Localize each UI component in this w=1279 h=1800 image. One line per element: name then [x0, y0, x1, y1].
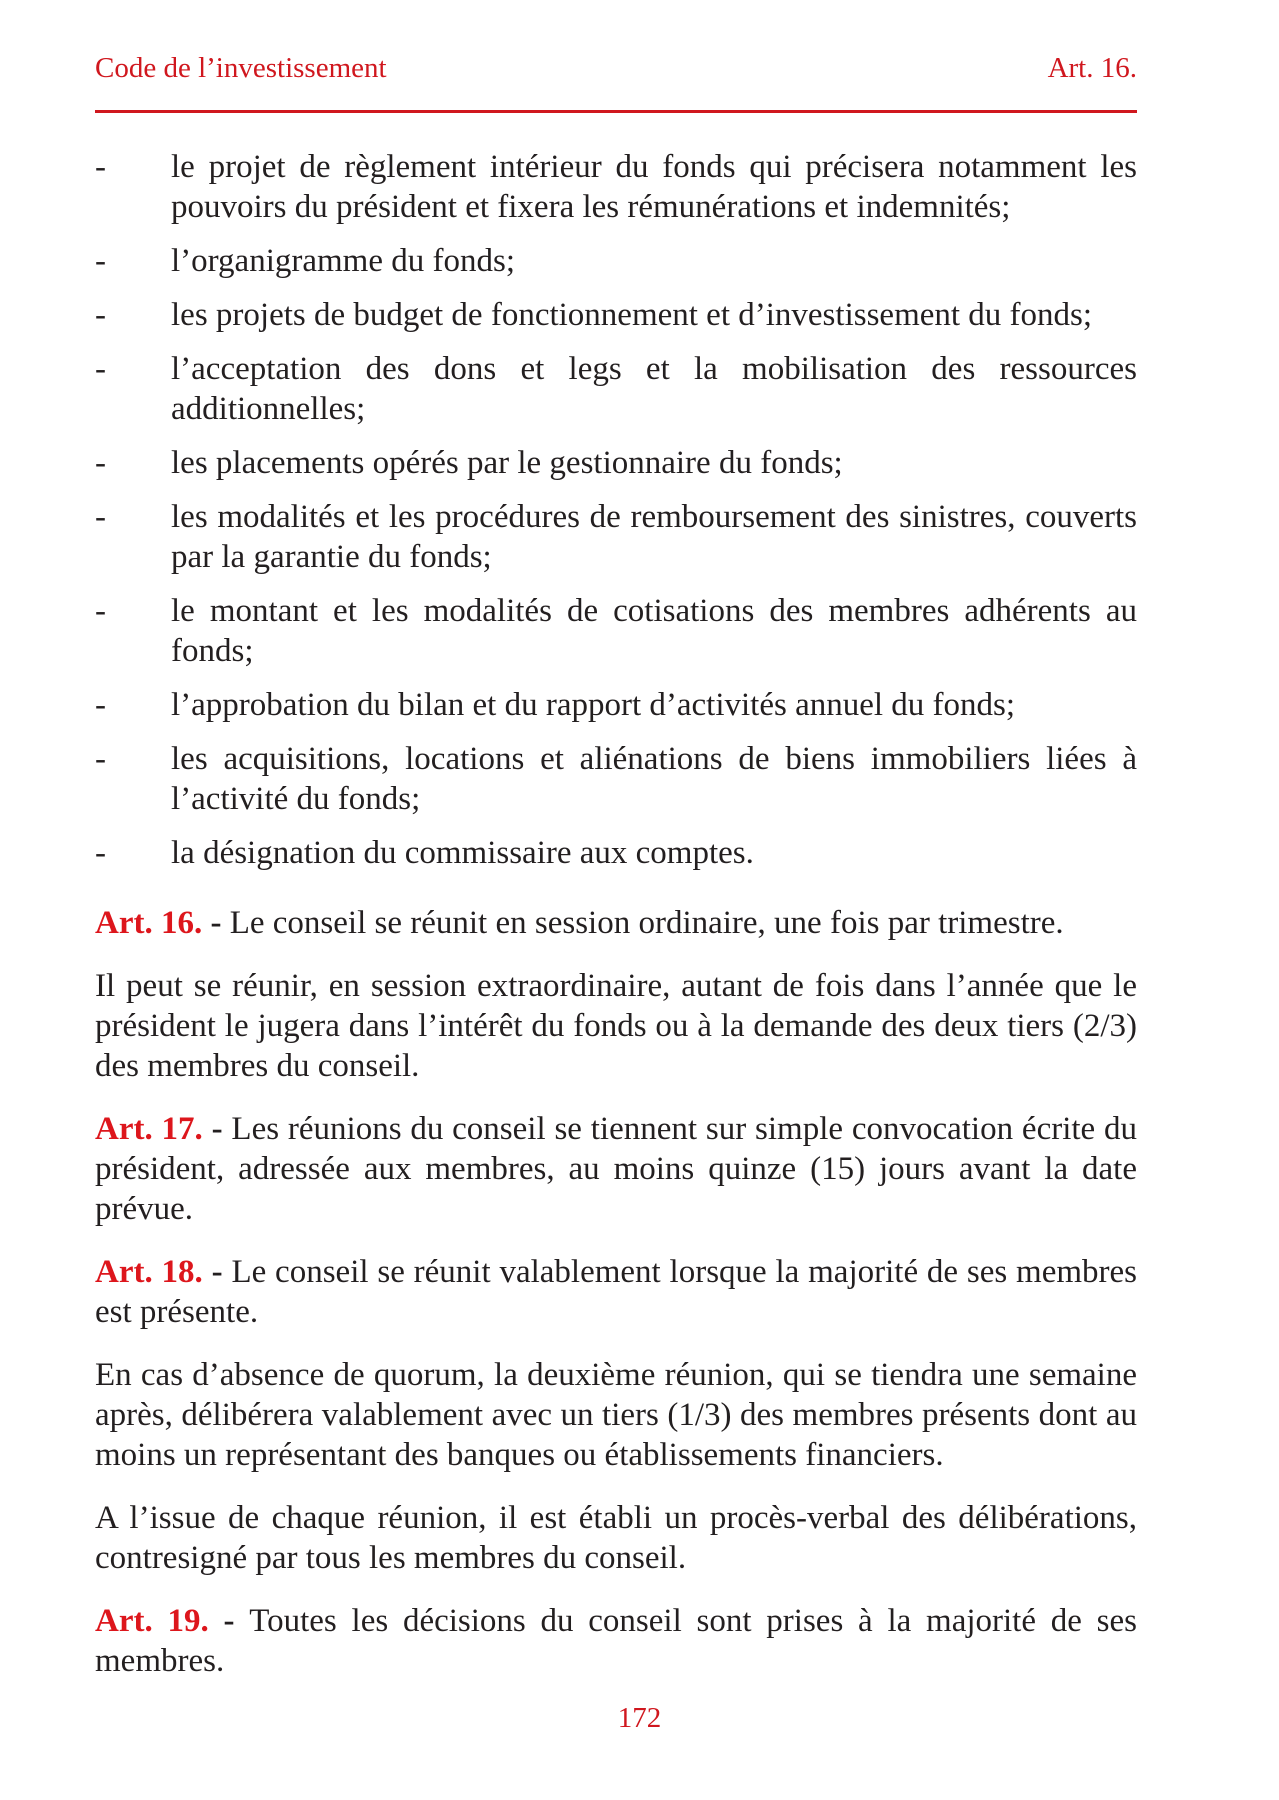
list-item-text: le projet de règlement intérieur du fonds qui précisera notamment les pouvoirs du président et fixera les rémunérations et indemnités; — [171, 149, 1137, 225]
article-separator: - — [202, 905, 230, 941]
list-item — [95, 241, 1137, 281]
article-label: Art. 17. — [95, 1111, 203, 1147]
dash-bullet-icon: - — [95, 297, 106, 333]
list-item — [95, 147, 1137, 227]
list-item — [95, 833, 1137, 873]
running-header — [95, 50, 1137, 86]
article-text: Le conseil se réunit valablement lorsque la majorité de ses membres est présente. — [95, 1254, 1137, 1330]
article-text: Le conseil se réunit en session ordinaire, une fois par trimestre. — [229, 905, 1064, 941]
article-separator: - — [208, 1603, 250, 1639]
article-label: Art. 16. — [95, 905, 203, 941]
document-title: Code de l’investissement — [95, 52, 387, 84]
list-item-text: la désignation du commissaire aux comptes. — [171, 835, 754, 871]
list-item — [95, 685, 1137, 725]
list-item-text: le montant et les modalités de cotisations des membres adhérents au fonds; — [171, 593, 1137, 669]
article-18-paragraph: A l’issue de chaque réunion, il est établi un procès-verbal des délibérations, contresigné par tous les membres du conseil. — [95, 1500, 1137, 1576]
article-label: Art. 19. — [95, 1603, 209, 1639]
article-separator: - — [202, 1254, 232, 1290]
dash-bullet-icon: - — [95, 243, 106, 279]
article-18 — [95, 1252, 1137, 1332]
dash-bullet-icon: - — [95, 687, 106, 723]
article-separator: - — [202, 1111, 232, 1147]
article-label: Art. 18. — [95, 1254, 203, 1290]
list-item — [95, 497, 1137, 577]
list-item — [95, 591, 1137, 671]
list-item-text: les modalités et les procédures de remboursement des sinistres, couverts par la garantie du fonds; — [171, 499, 1137, 575]
list-item-text: l’acceptation des dons et legs et la mobilisation des ressources additionnelles; — [171, 351, 1137, 427]
dash-bullet-icon: - — [95, 445, 106, 481]
list-item-text: les placements opérés par le gestionnaire du fonds; — [171, 445, 843, 481]
section-reference: Art. 16. — [1047, 52, 1137, 84]
dash-bullet-icon: - — [95, 149, 106, 185]
article-text: Les réunions du conseil se tiennent sur simple convocation écrite du président, adressée aux membres, au moins quinze (15) jours avant la date prévue. — [95, 1111, 1137, 1227]
list-item-text: l’organigramme du fonds; — [171, 243, 515, 279]
list-item-text: les acquisitions, locations et aliénations de biens immobiliers liées à l’activité du fonds; — [171, 741, 1137, 817]
list-item-text: les projets de budget de fonctionnement et d’investissement du fonds; — [171, 297, 1093, 333]
header-divider — [95, 110, 1137, 113]
dash-bullet-icon: - — [95, 741, 106, 777]
article-18-paragraph: En cas d’absence de quorum, la deuxième réunion, qui se tiendra une semaine après, délibérera valablement avec un tiers (1/3) des membres présents dont au moins un représentant des banques ou établissements financiers. — [95, 1357, 1137, 1473]
dash-bullet-icon: - — [95, 593, 106, 629]
page-number: 172 — [617, 1702, 662, 1734]
article-text: Toutes les décisions du conseil sont prises à la majorité de ses membres. — [95, 1603, 1137, 1679]
dash-bullet-icon: - — [95, 835, 106, 871]
article-19 — [95, 1601, 1137, 1681]
list-item — [95, 443, 1137, 483]
dash-bullet-icon: - — [95, 351, 106, 387]
attributions-list — [95, 147, 1137, 873]
list-item — [95, 349, 1137, 429]
dash-bullet-icon: - — [95, 499, 106, 535]
page-body — [95, 147, 1137, 1704]
article-17 — [95, 1109, 1137, 1229]
list-item — [95, 739, 1137, 819]
list-item-text: l’approbation du bilan et du rapport d’activités annuel du fonds; — [171, 687, 1016, 723]
list-item — [95, 295, 1137, 335]
article-16-paragraph: Il peut se réunir, en session extraordinaire, autant de fois dans l’année que le président le jugera dans l’intérêt du fonds ou à la demande des deux tiers (2/3) des membres du conseil. — [95, 968, 1137, 1084]
article-16 — [95, 903, 1137, 943]
